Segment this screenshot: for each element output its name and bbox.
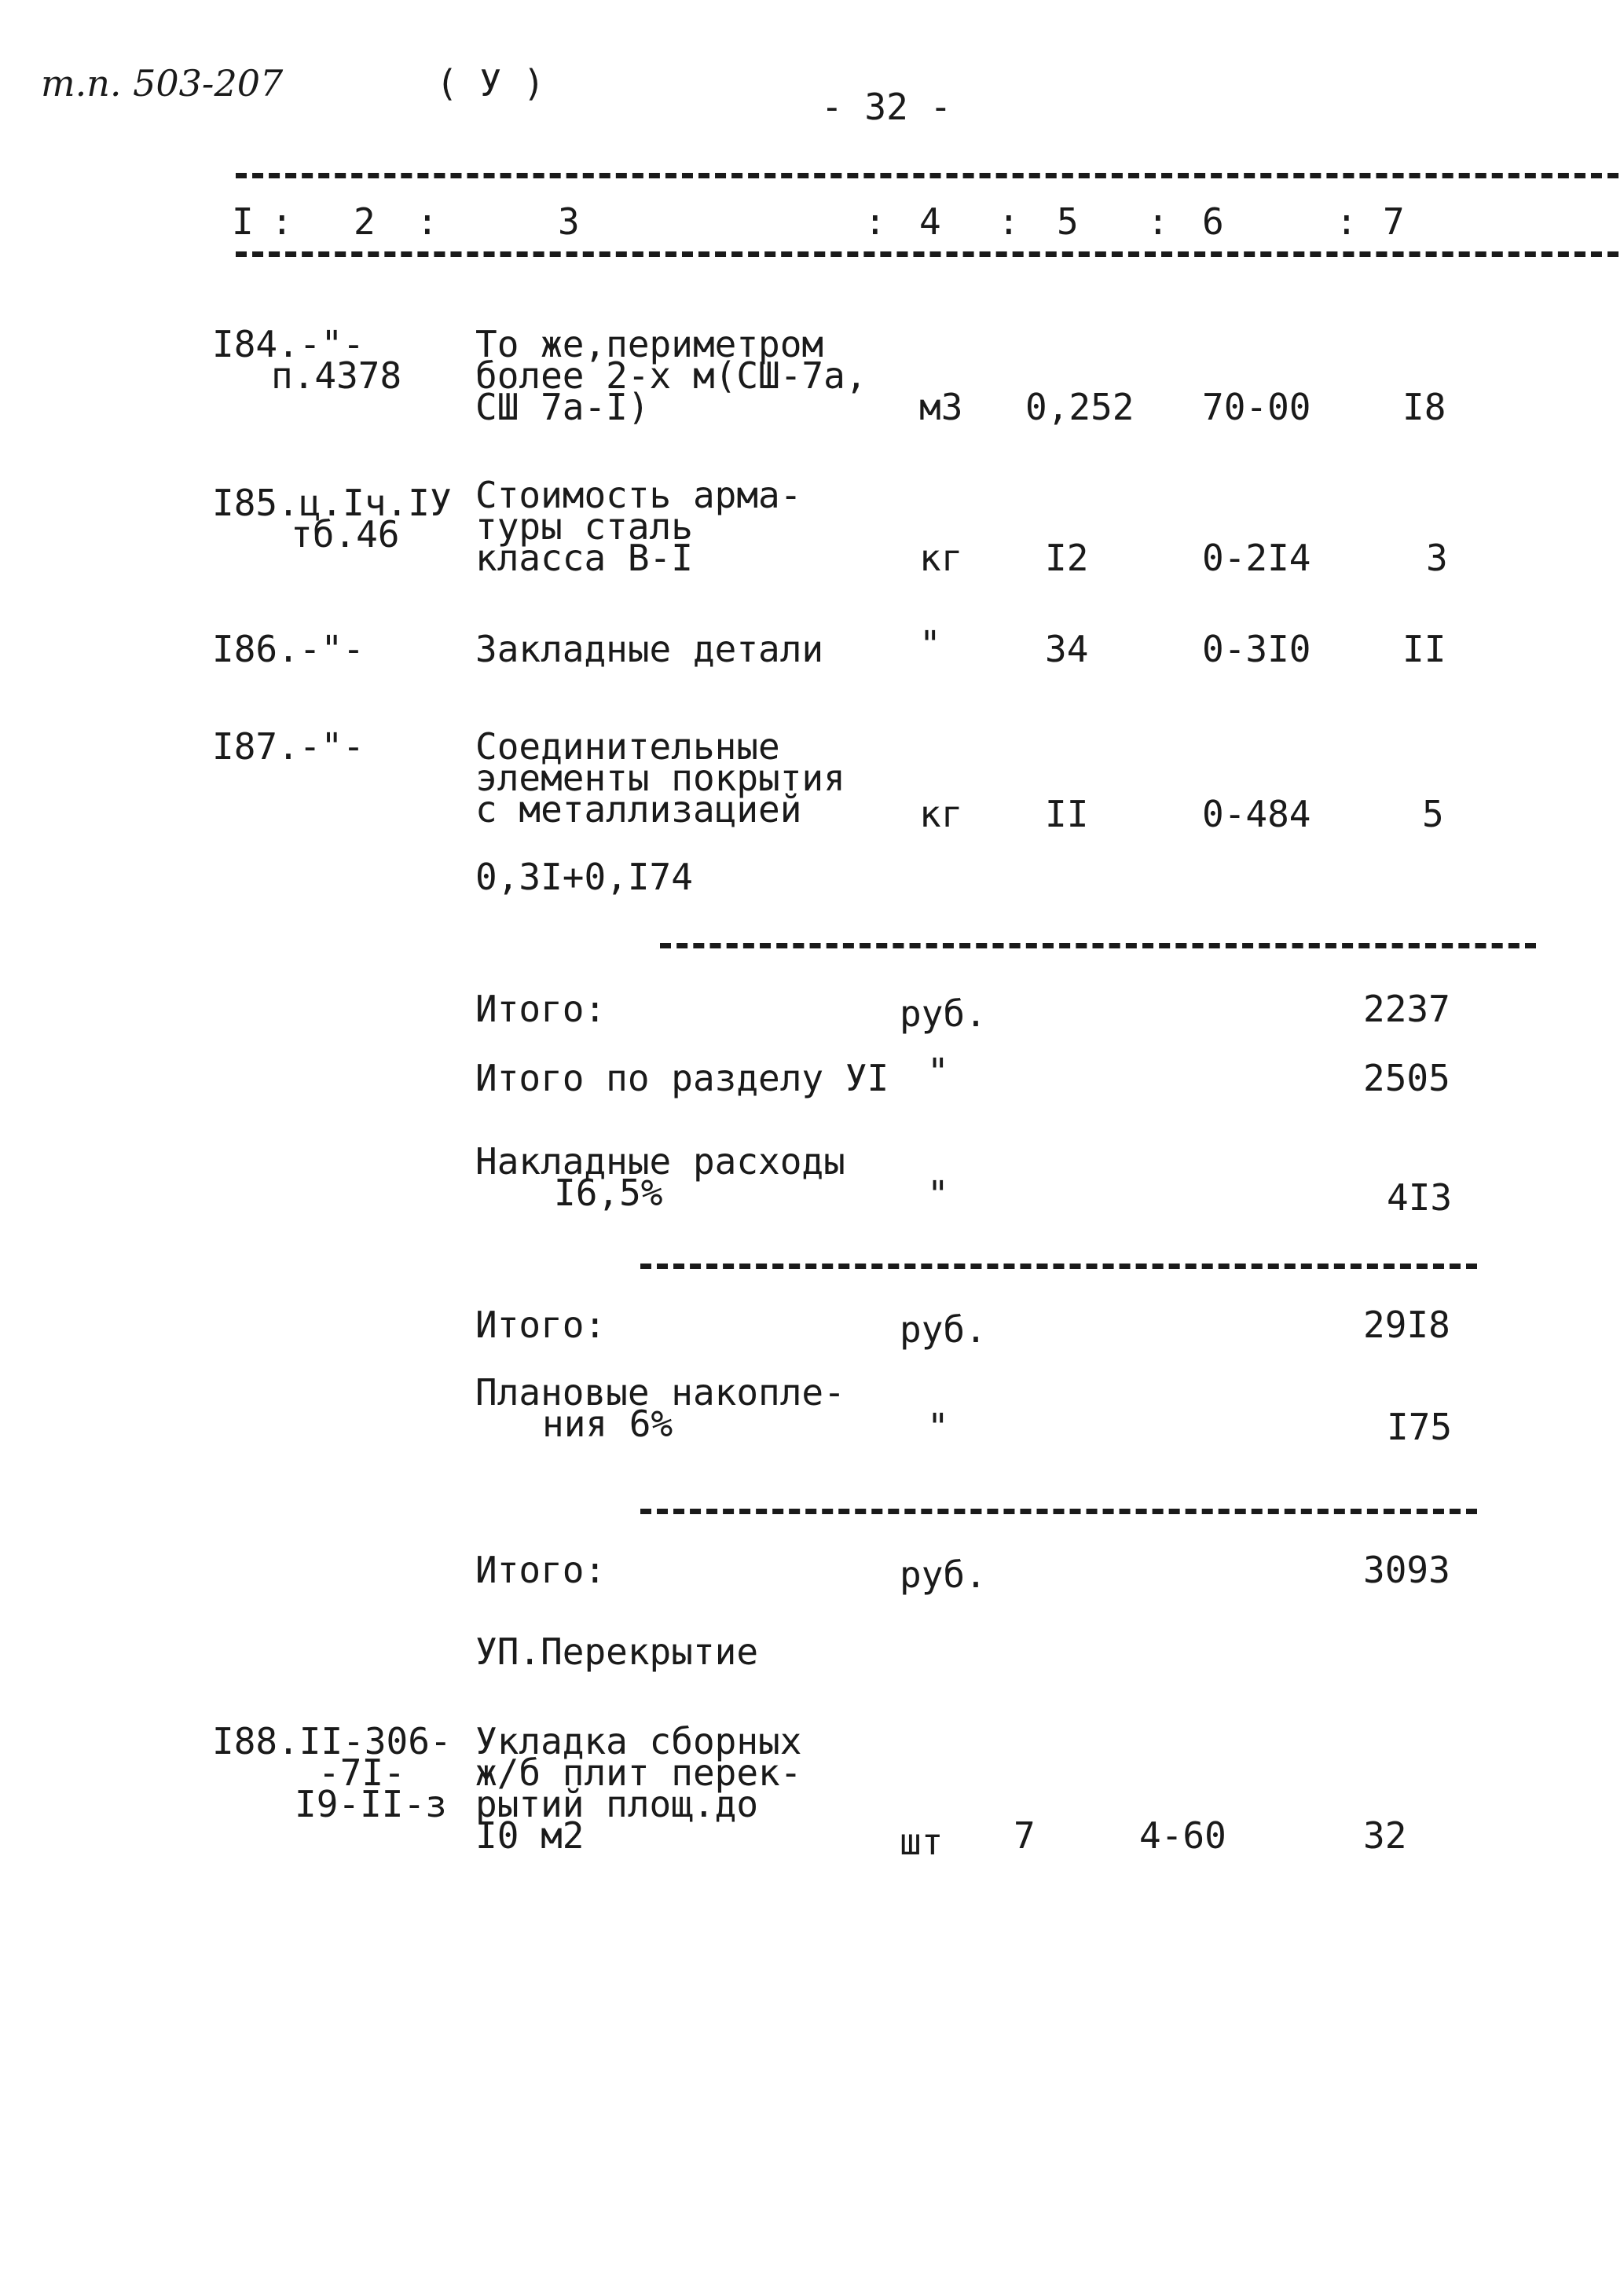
row-code: -7I- xyxy=(318,1751,405,1794)
row-price: 70-00 xyxy=(1202,386,1311,428)
summary-total: 2237 xyxy=(1363,988,1450,1030)
row-description: с металлизацией xyxy=(475,788,802,831)
row-price: 0-2I4 xyxy=(1202,537,1311,579)
summary-total: I75 xyxy=(1387,1406,1453,1448)
col-sep: : xyxy=(998,200,1020,243)
row-description: I0 м2 xyxy=(475,1814,585,1857)
row-total: I8 xyxy=(1402,386,1446,428)
summary-label: Накладные расходы xyxy=(475,1140,845,1183)
summary-label: Итого по разделу УI xyxy=(475,1057,889,1099)
summary-unit: " xyxy=(927,1051,949,1093)
row-unit: шт xyxy=(900,1821,944,1863)
section-title: УП.Перекрытие xyxy=(475,1630,759,1673)
row-total: 3 xyxy=(1426,537,1448,579)
row-note: 0,3I+0,I74 xyxy=(475,856,693,898)
summary-label: ния 6% xyxy=(542,1403,673,1445)
row-quantity: 34 xyxy=(1045,628,1089,670)
summary-unit: " xyxy=(927,1406,949,1448)
row-code: I88.II-306- xyxy=(212,1720,452,1762)
page-number: - 32 - xyxy=(821,86,952,128)
row-code: I9-II-з xyxy=(295,1783,447,1825)
row-code: I87.-"- xyxy=(212,725,365,768)
header-rule-top xyxy=(236,173,1619,178)
summary-unit: " xyxy=(927,1173,949,1216)
row-total: 5 xyxy=(1422,793,1444,835)
row-description: Соединительные xyxy=(475,725,780,768)
subtotal-rule xyxy=(640,1509,1477,1514)
row-code: п.4378 xyxy=(271,354,402,397)
summary-unit: руб. xyxy=(900,1308,987,1351)
row-description: элементы покрытия xyxy=(475,757,845,799)
row-quantity: 7 xyxy=(1014,1814,1036,1857)
summary-label: Итого: xyxy=(475,1304,607,1346)
row-price: 0-484 xyxy=(1202,793,1311,835)
row-code: I85.ц.Iч.IУ xyxy=(212,482,452,524)
row-code: I86.-"- xyxy=(212,628,365,670)
row-unit: " xyxy=(919,623,941,666)
row-quantity: 0,252 xyxy=(1025,386,1135,428)
summary-total: 2505 xyxy=(1363,1057,1450,1099)
row-description: СШ 7а-I) xyxy=(475,386,650,428)
col-sep: : xyxy=(271,200,293,243)
col-header-2: 2 xyxy=(354,200,376,243)
row-description: ж/б плит перек- xyxy=(475,1751,802,1794)
col-sep: : xyxy=(864,200,886,243)
header-rule-bottom xyxy=(236,251,1619,257)
row-description: туры сталь xyxy=(475,505,693,548)
row-code: I84.-"- xyxy=(212,323,365,365)
row-code: тб.46 xyxy=(291,513,400,556)
summary-total: 3093 xyxy=(1363,1549,1450,1591)
col-header-5: 5 xyxy=(1057,200,1079,243)
col-header-6: 6 xyxy=(1202,200,1224,243)
row-total: II xyxy=(1402,628,1446,670)
row-description: класса В-I xyxy=(475,537,693,579)
summary-total: 29I8 xyxy=(1363,1304,1450,1346)
doc-code: т.п. 503-207 xyxy=(41,62,284,105)
subtotal-rule xyxy=(660,943,1536,948)
summary-label: I6,5% xyxy=(554,1172,663,1214)
row-description: То же,периметром xyxy=(475,323,824,365)
col-sep: : xyxy=(1147,200,1169,243)
col-header-7: 7 xyxy=(1383,200,1405,243)
row-description: Закладные детали xyxy=(475,628,824,670)
col-header-4: 4 xyxy=(919,200,941,243)
row-quantity: I2 xyxy=(1045,537,1089,579)
row-total: 32 xyxy=(1363,1814,1407,1857)
summary-unit: руб. xyxy=(900,992,987,1035)
summary-label: Итого: xyxy=(475,988,607,1030)
summary-unit: руб. xyxy=(900,1553,987,1596)
row-price: 4-60 xyxy=(1139,1814,1226,1857)
row-unit: кг xyxy=(919,537,963,579)
col-sep: : xyxy=(416,200,438,243)
row-description: рытий площ.до xyxy=(475,1783,759,1825)
row-unit: кг xyxy=(919,793,963,835)
summary-label: Итого: xyxy=(475,1549,607,1591)
summary-label: Плановые накопле- xyxy=(475,1371,845,1414)
row-unit: м3 xyxy=(919,386,963,428)
col-header-1: I xyxy=(232,200,254,243)
summary-total: 4I3 xyxy=(1387,1176,1453,1219)
row-quantity: II xyxy=(1045,793,1089,835)
subtotal-rule xyxy=(640,1264,1477,1269)
doc-marker: ( У ) xyxy=(436,62,545,105)
col-header-3: 3 xyxy=(558,200,580,243)
col-sep: : xyxy=(1336,200,1358,243)
row-description: Стоимость арма- xyxy=(475,474,802,516)
row-price: 0-3I0 xyxy=(1202,628,1311,670)
row-description: более 2-х м(СШ-7а, xyxy=(475,354,867,397)
row-description: Укладка сборных xyxy=(475,1720,802,1762)
